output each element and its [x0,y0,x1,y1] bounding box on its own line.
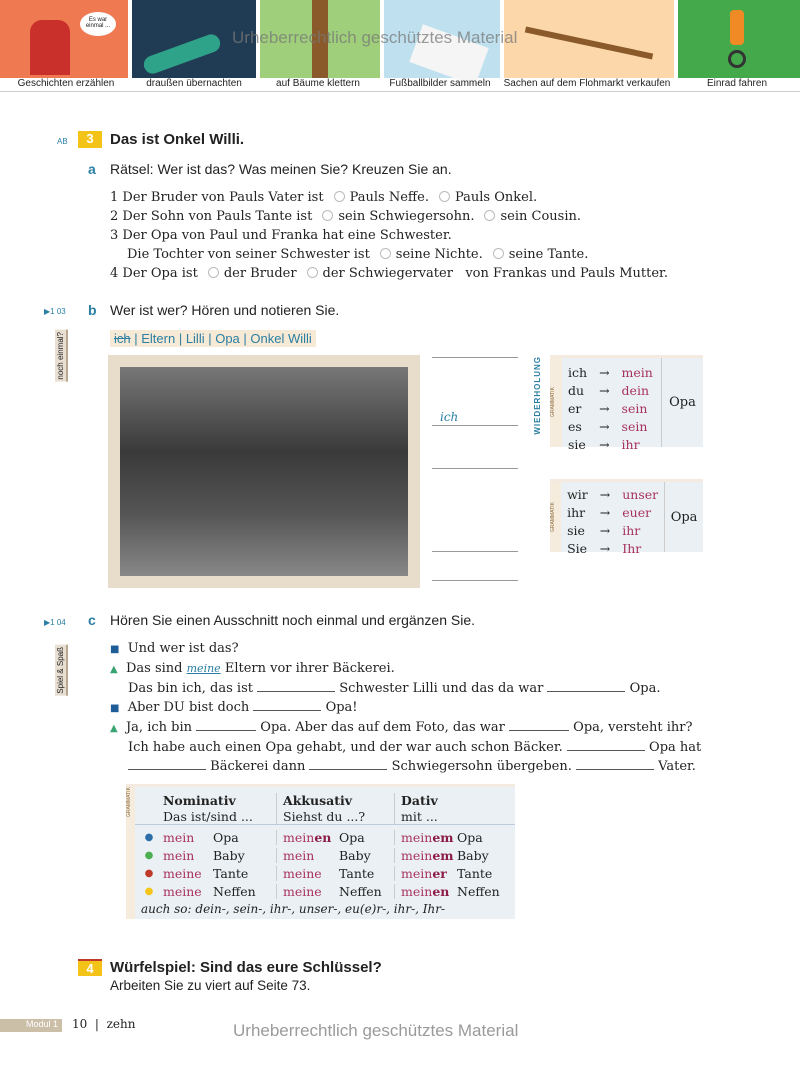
track-number: 1 04 [50,618,66,627]
module-tab: Modul 1 [0,1019,62,1032]
noun: Tante [213,865,249,881]
exercise-text: Arbeiten Sie zu viert auf Seite 73. [110,978,311,993]
article [401,848,457,863]
word-box: ich | Eltern | Lilli | Opa | Onkel Willi [110,330,316,347]
article-stem: mein [401,829,433,845]
table-cell [395,866,515,881]
article-stem: meine [163,883,202,899]
possessive: sein [621,419,648,434]
option-label: seine Tante. [508,247,589,262]
sleeping-bag [141,32,222,76]
pronoun: er [568,401,582,416]
article [401,866,457,881]
caption: Fußballbilder sammeln [389,78,491,89]
option-label: sein Cousin. [500,209,581,224]
item-text: Der Opa ist [122,266,198,281]
instruction: Rätsel: Wer ist das? Was meinen Sie? Kreuzen Sie an. [110,161,452,177]
pronoun: sie [568,437,586,452]
option-label: der Bruder [223,266,297,281]
arrow: → [599,419,610,434]
pronoun: ich [568,365,588,380]
table-cell [277,848,395,863]
radio-option[interactable] [439,191,450,202]
caption: draußen übernachten [146,78,242,89]
article-ending: en [432,883,450,899]
table-header [135,787,515,825]
part-letter: c [88,612,96,628]
text: Opa. Aber das auf dem Foto, das war [260,720,505,735]
noun: Opa [457,829,483,845]
arrow: → [599,523,611,538]
item-text: Die Tochter von seiner Schwester ist [127,247,370,262]
blank[interactable] [196,719,256,731]
arrow: → [599,487,611,502]
arrow: → [599,383,610,398]
person [730,10,744,45]
column-subheader: mit ... [401,809,438,824]
declension-table [135,787,515,919]
table-row [135,882,515,900]
article-ending: er [432,865,447,881]
arrow: → [599,505,611,520]
audio-track[interactable]: ▶1 04 [44,618,66,627]
answer-line[interactable] [432,357,518,358]
radio-option[interactable] [307,267,318,278]
option-label: Pauls Onkel. [454,190,538,205]
answer-line[interactable] [432,580,518,581]
article [401,884,457,899]
pronoun: ihr [567,505,586,520]
armchair [30,20,70,75]
noun: Baby [213,847,245,863]
possessive: ihr [621,437,640,452]
page-word: zehn [106,1017,136,1031]
table [525,27,653,60]
blank[interactable] [257,680,335,692]
item-text: Der Opa von Paul und Franka hat eine Schwester. [122,228,452,243]
table-cell [277,830,395,845]
article [283,830,339,845]
noun: Opa [661,358,703,447]
blank[interactable] [547,680,625,692]
table-cell [163,866,277,881]
possessive: dein [621,383,649,398]
gender-dot-icon: ● [144,831,154,843]
square-bullet-icon: ■ [110,644,120,655]
radio-option[interactable] [334,191,345,202]
text: Ja, ich bin [125,720,192,735]
article-stem: mein [401,847,433,863]
noun: Neffen [213,883,256,899]
table-row [135,846,515,864]
answer-line[interactable] [432,551,518,552]
side-tag: noch einmal? [55,330,68,382]
article-ending: em [432,847,454,863]
pronoun: wir [567,487,588,502]
handwritten-answer: ich [440,410,459,424]
arrow: → [599,541,611,556]
item-number: 4 [110,266,119,281]
article-stem: mein [401,865,433,881]
option-label: seine Nichte. [395,247,483,262]
text: Aber DU bist doch [127,700,250,715]
caption: auf Bäume klettern [276,78,360,89]
text: Opa! [325,700,358,715]
arrow: → [599,365,610,380]
arrow: → [599,437,610,452]
triangle-bullet-icon: ▲ [110,723,118,734]
article-ending: en [314,829,332,845]
page-number [72,1017,136,1031]
table-cell [395,830,515,845]
text: Opa, versteht ihr? [573,720,693,735]
blank[interactable] [567,739,645,751]
noun: Baby [457,847,489,863]
noun: Neffen [339,883,382,899]
speech-bubble: Es war einmal ... [80,12,116,36]
pronoun: sie [567,523,585,538]
word: Onkel Willi [250,331,312,346]
exercise-title: Das ist Onkel Willi. [110,131,245,148]
table-body [135,825,515,900]
article [163,884,213,899]
radio-option[interactable] [380,248,391,259]
word: Lilli [185,331,205,346]
column-subheader: Das ist/sind ... [163,809,253,824]
blank[interactable] [309,758,387,770]
grammar-box-singular [550,355,703,452]
possessive: euer [622,505,652,520]
track-number: 1 03 [50,307,66,316]
text: Eltern vor ihrer Bäckerei. [224,661,395,676]
article-stem: mein [283,847,315,863]
noun: Opa [664,482,703,552]
text: Opa hat [649,740,702,755]
grammar-label: GRAMMATIK [550,482,561,552]
table-cell [163,830,277,845]
column-header: Dativ [401,793,438,808]
answer-line[interactable] [432,425,518,426]
radio-option[interactable] [322,210,333,221]
exercise-title: Würfelspiel: Sind das eure Schlüssel? [110,959,382,976]
article-stem: meine [163,865,202,881]
possessive: mein [621,365,653,380]
watermark-top: Urheberrechtlich geschütztes Material [232,28,518,47]
article [163,848,213,863]
possessive: ihr [622,523,641,538]
text: Das sind [125,661,183,676]
triangle-bullet-icon: ▲ [110,664,118,675]
radio-option[interactable] [493,248,504,259]
table-row [135,864,515,882]
text: Das bin ich, das ist [128,681,253,696]
possessive: unser [622,487,659,502]
article [283,866,339,881]
text: Bäckerei dann [210,759,306,774]
dialogue [110,639,701,776]
article-stem: mein [163,847,195,863]
pronoun: du [568,383,585,398]
text: Opa. [629,681,661,696]
handwritten-answer: meine [186,662,221,675]
item-number: 2 [110,209,119,224]
blank[interactable] [253,699,321,711]
possessive-table [562,364,659,454]
table-cell [163,848,277,863]
article-stem: mein [163,829,195,845]
item-text: von Frankas und Pauls Mutter. [465,266,668,281]
illustration-unicycle [678,0,800,78]
exercise-number: 3 [78,131,102,148]
instruction: Wer ist wer? Hören und notieren Sie. [110,302,340,318]
item-number: 1 [110,190,119,205]
item-text: Der Bruder von Pauls Vater ist [122,190,324,205]
family-photo [108,355,420,588]
quiz-item [110,188,668,283]
article-stem: meine [283,865,322,881]
answer-line[interactable] [432,468,518,469]
gender-dot-icon: ● [144,867,154,879]
noun: Opa [339,829,365,845]
gender-dot-icon: ● [144,849,154,861]
grammar-box-plural [550,479,703,556]
article-stem: mein [283,829,315,845]
gender-dot-icon: ● [144,885,154,897]
page-num: 10 [72,1017,88,1031]
blank[interactable] [576,758,654,770]
noun: Tante [339,865,375,881]
side-tag: Spiel & Spaß [55,645,68,696]
table-cell [395,848,515,863]
ab-label: AB [57,137,68,146]
noun: Tante [457,865,493,881]
column-header: Nominativ [163,793,236,808]
column-subheader: Siehst du ...? [283,809,366,824]
article [163,866,213,881]
article [163,830,213,845]
photo-image [120,367,408,576]
table-cell [277,866,395,881]
part-letter: b [88,302,97,318]
caption-row [0,78,800,92]
separator: | [94,1017,99,1031]
possessive: Ihr [622,541,642,556]
text: Ich habe auch einen Opa gehabt, und der war auch schon Bäcker. [128,740,563,755]
possessive: sein [621,401,648,416]
text: Vater. [658,759,696,774]
part-letter: a [88,161,96,177]
review-tag: WIEDERHOLUNG [533,356,542,435]
table-cell [395,884,515,899]
square-bullet-icon: ■ [110,703,120,714]
noun: Baby [339,847,371,863]
article [283,848,339,863]
pronoun: Sie [567,541,588,556]
article-stem: mein [401,883,433,899]
instruction: Hören Sie einen Ausschnitt noch einmal und ergänzen Sie. [110,612,476,628]
word: ich [114,331,131,346]
arrow: → [599,401,610,416]
also-note: auch so: dein-, sein-, ihr-, unser-, eu(e)r-, ihr-, Ihr- [141,902,446,916]
text: Schwiegersohn übergeben. [391,759,572,774]
caption: Einrad fahren [706,78,768,89]
watermark-bottom: Urheberrechtlich geschütztes Material [233,1021,519,1040]
article-ending: em [432,829,454,845]
grammar-label: GRAMMATIK [550,358,562,447]
illustration-storytelling [0,0,128,78]
wheel [728,50,746,68]
word: Eltern [141,331,176,346]
word: Opa [215,331,240,346]
declension-table-box [126,784,515,919]
illustration-fleamarket [504,0,674,78]
article-stem: meine [283,883,322,899]
noun: Opa [213,829,239,845]
exercise-number: 4 [78,959,102,976]
radio-option[interactable] [208,267,219,278]
option-label: der Schwiegervater [322,266,453,281]
caption: Geschichten erzählen [17,78,115,89]
caption: Sachen auf dem Flohmarkt verkaufen [503,78,671,89]
blank[interactable] [509,719,569,731]
article [401,830,457,845]
possessive-table [561,486,664,558]
blank[interactable] [128,758,206,770]
pronoun: es [568,419,582,434]
column-header: Akkusativ [283,793,353,808]
table-cell [277,884,395,899]
option-label: Pauls Neffe. [349,190,429,205]
table-cell [163,884,277,899]
article [283,884,339,899]
noun: Neffen [457,883,500,899]
radio-option[interactable] [484,210,495,221]
audio-track[interactable]: ▶1 03 [44,307,66,316]
dialogue-line: Und wer ist das? [127,641,239,656]
grammar-label: GRAMMATIK [126,787,135,919]
item-number: 3 [110,228,119,243]
item-text: Der Sohn von Pauls Tante ist [122,209,313,224]
option-label: sein Schwiegersohn. [338,209,475,224]
text: Schwester Lilli und das da war [339,681,544,696]
table-row [135,828,515,846]
